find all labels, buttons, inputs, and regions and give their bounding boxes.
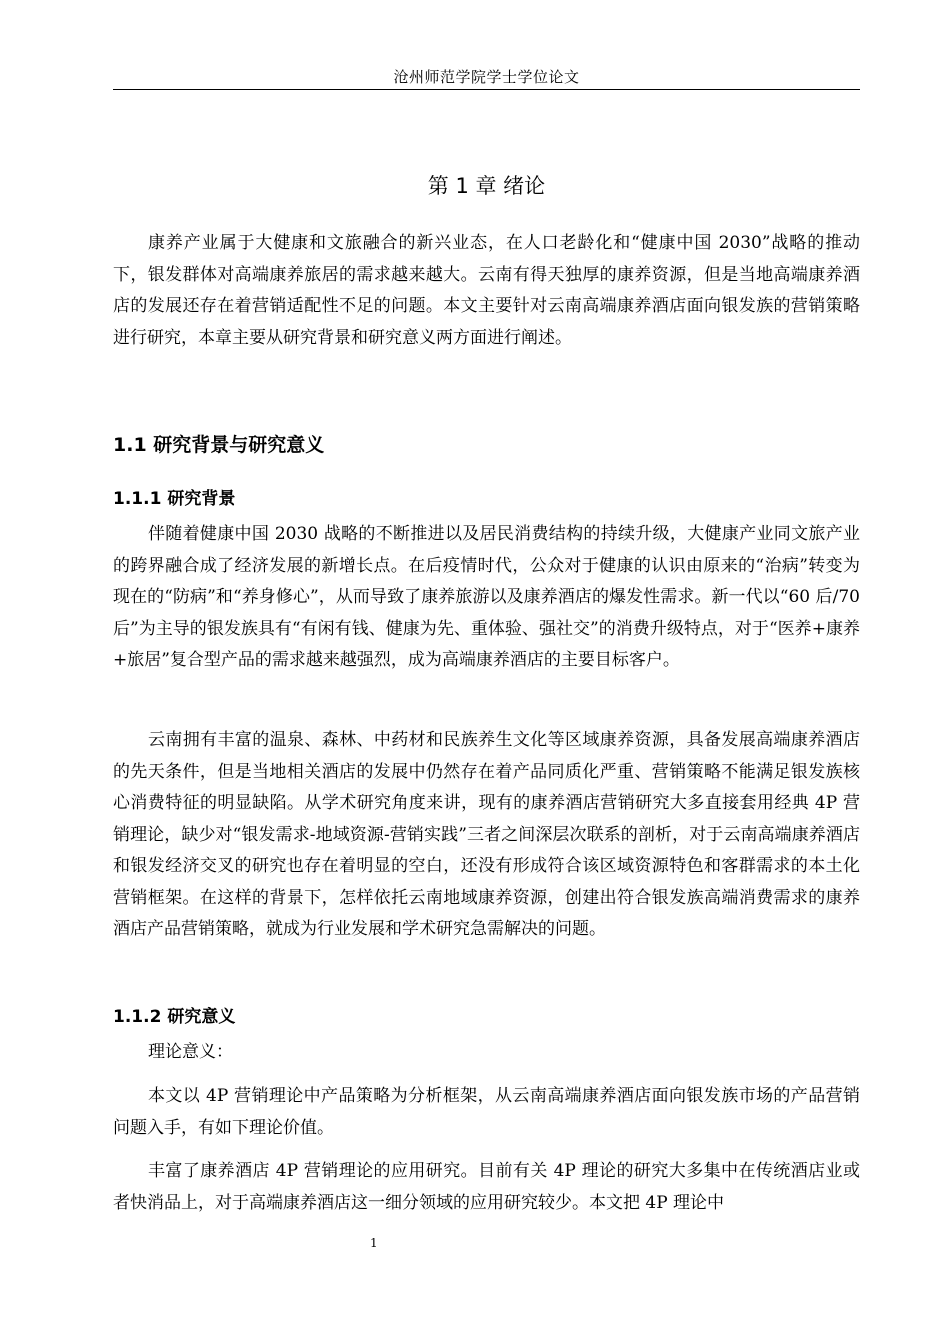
section-heading-1-1-2: 1.1.2 研究意义 bbox=[113, 1007, 236, 1027]
significance-paragraph-2: 丰富了康养酒店 4P 营销理论的应用研究。目前有关 4P 理论的研究大多集中在传统酒店业或者快消品上，对于高端康养酒店这一细分领域的应用研究较少。本文把 4P 理论中 bbox=[113, 1161, 860, 1213]
theory-significance-label: 理论意义： bbox=[148, 1042, 233, 1062]
chapter-intro-paragraph: 康养产业属于大健康和文旅融合的新兴业态，在人口老龄化和“健康中国 2030”战略的推动下，银发群体对高端康养旅居的需求越来越大。云南有得天独厚的康养资源，但是当地高端康养酒店的发展还存在着营销适配性不足的问题。本文主要针对云南高端康养酒店面向银发族的营销策略进行研究，本章主要从研究背景和研究意义两方面进行阐述。 bbox=[113, 233, 860, 348]
running-header: 沧州师范学院学士学位论文 bbox=[393, 68, 580, 86]
background-paragraph-2: 云南拥有丰富的温泉、森林、中药材和民族养生文化等区域康养资源，具备发展高端康养酒店的先天条件，但是当地相关酒店的发展中仍然存在着产品同质化严重、营销策略不能满足银发族核心消费特征的明显缺陷。从学术研究角度来讲，现有的康养酒店营销研究大多直接套用经典 4P 营销理论，缺少对“银发需求-地域资源-营销实践”三者之间深层次联系的剖析，对于云南高端康养酒店和银发经济交叉的研究也存在着明显的空白，还没有形成符合该区域资源特色和客群需求的本土化营销框架。在这样的背景下，怎样依托云南地域康养资源，创建出符合银发族高端消费需求的康养酒店产品营销策略，就成为行业发展和学术研究急需解决的问题。 bbox=[113, 730, 860, 939]
significance-paragraph-1: 本文以 4P 营销理论中产品策略为分析框架，从云南高端康养酒店面向银发族市场的产品营销问题入手，有如下理论价值。 bbox=[113, 1086, 860, 1138]
chapter-title: 第 1 章 绪论 bbox=[427, 174, 546, 198]
page-number: 1 bbox=[370, 1236, 378, 1250]
section-heading-1-1-1: 1.1.1 研究背景 bbox=[113, 489, 236, 509]
section-heading-1-1: 1.1 研究背景与研究意义 bbox=[113, 434, 325, 456]
background-paragraph-1: 伴随着健康中国 2030 战略的不断推进以及居民消费结构的持续升级，大健康产业同文旅产业的跨界融合成了经济发展的新增长点。在后疫情时代，公众对于健康的认识由原来的“治病”转变为现在的“防病”和“养身修心”，从而导致了康养旅游以及康养酒店的爆发性需求。新一代以“60 后/70 后”为主导的银发族具有“有闲有钱、健康为先、重体验、强社交”的消费升级特点，对于“医养+康养+旅居”复合型产品的需求越来越强烈，成为高端康养酒店的主要目标客户。 bbox=[113, 524, 860, 670]
header-divider bbox=[113, 89, 860, 90]
